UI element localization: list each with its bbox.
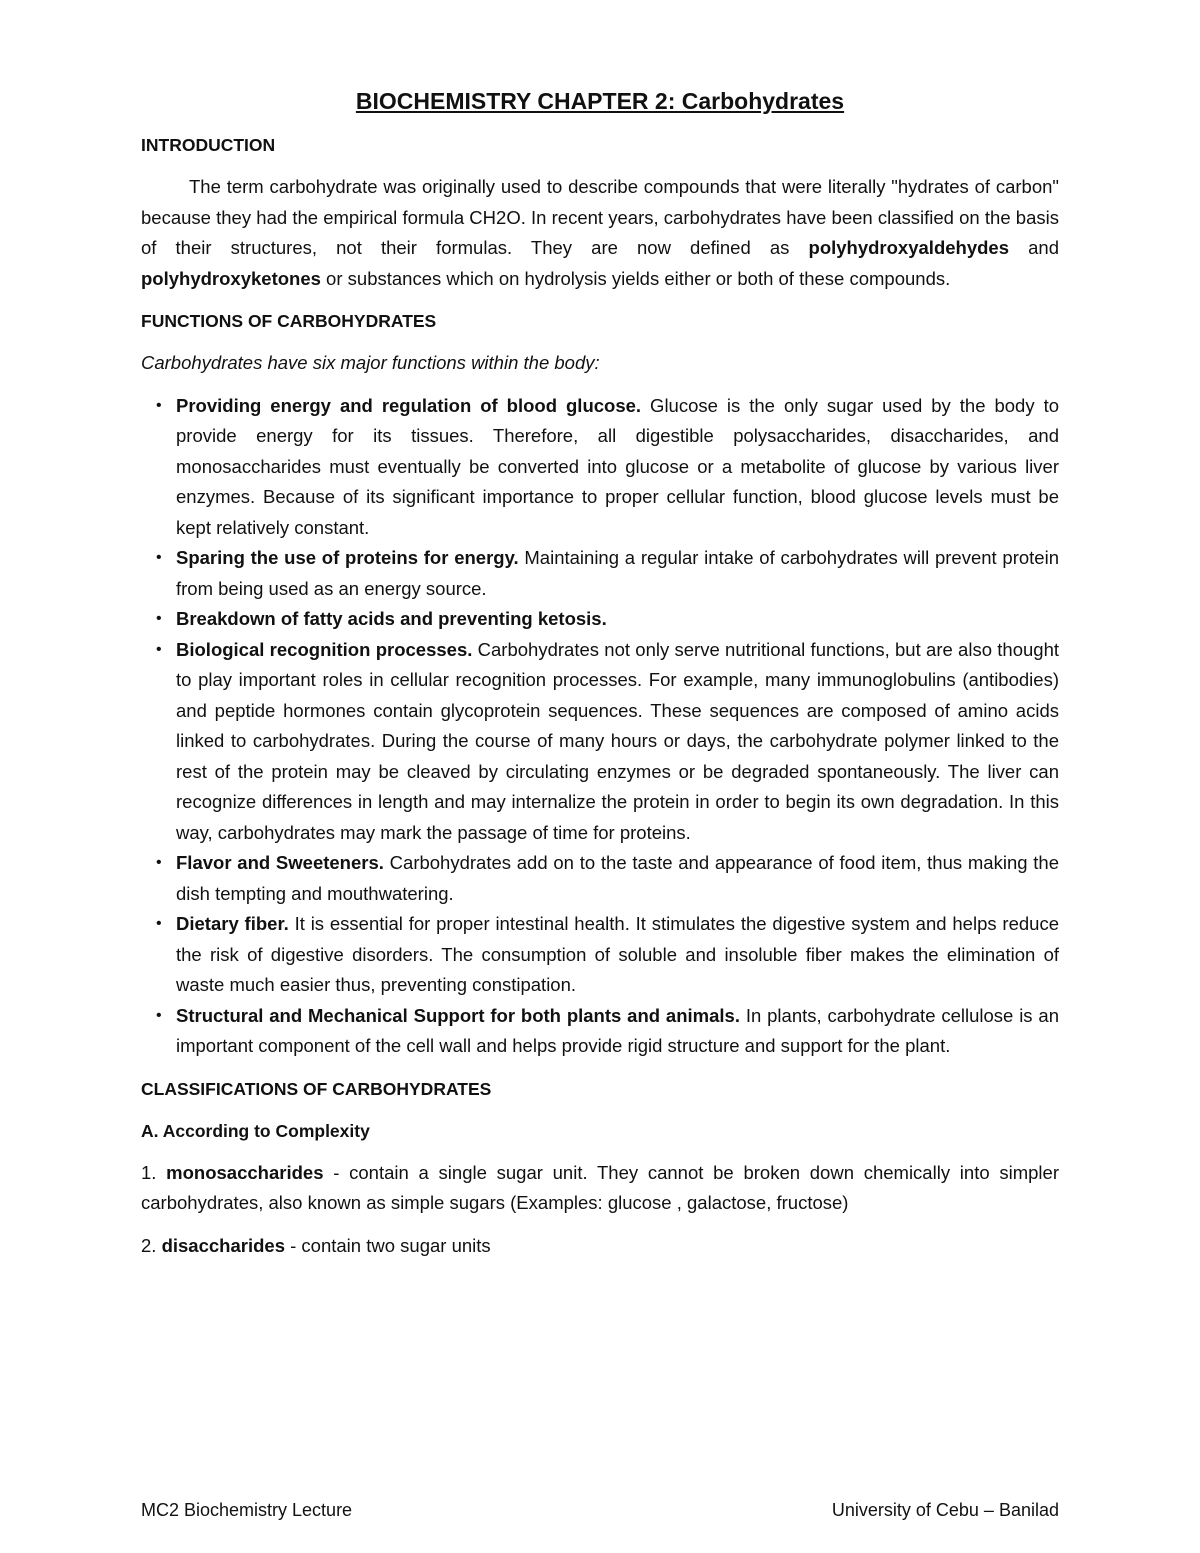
classifications-heading: CLASSIFICATIONS OF CARBOHYDRATES (141, 1078, 492, 1099)
function-text: Carbohydrates add on to the taste and appearance of food item, thus making the dish tempting and mouthwatering. (176, 852, 1059, 904)
function-title: Sparing the use of proteins for energy. (176, 547, 519, 568)
intro-text-3: or substances which on hydrolysis yields either or both of these compounds. (320, 267, 951, 289)
bullet-icon: • (156, 854, 162, 871)
list-item (141, 1001, 1059, 1062)
list-item (141, 635, 1059, 849)
bullet-icon: • (156, 915, 162, 932)
item-number: 1. (141, 1161, 167, 1183)
bullet-icon: • (156, 549, 162, 566)
intro-term-polyhydroxyketones: polyhydroxyketones (141, 267, 321, 289)
item-term: monosaccharides (166, 1161, 324, 1183)
footer-left-text: MC2 Biochemistry Lecture (141, 1500, 353, 1520)
function-title: Breakdown of fatty acids and preventing ketosis. (176, 608, 607, 629)
list-item (141, 391, 1059, 544)
list-item (141, 848, 1059, 909)
function-text: Glucose is the only sugar used by the body to provide energy for its tissues. Therefore, all digestible polysaccharides, disaccharides, and monosaccharides must eventually be converted into glucose or a metabolite of glucose by various liver enzymes. Because of its significant importance to proper cellular function, blood glucose levels must be kept relatively constant. (176, 394, 1059, 538)
page-footer (141, 1500, 1059, 1521)
classification-item-disaccharides (141, 1231, 1059, 1262)
bullet-icon: • (156, 640, 162, 658)
function-text: In plants, carbohydrate cellulose is an important component of the cell wall and helps provide rigid structure and support for the plant. (176, 1004, 1060, 1056)
intro-text-1: The term carbohydrate was originally used to describe compounds that were literally "hydrates of carbon" because they had the empirical formula CH2O. In recent years, carbohydrates have been classified on the basis of their structures, not their formulas. They are now defined as (141, 176, 1059, 258)
functions-heading: FUNCTIONS OF CARBOHYDRATES (141, 311, 437, 331)
function-title: Flavor and Sweeteners. (176, 852, 384, 873)
footer-right-text: University of Cebu – Banilad (831, 1500, 1059, 1520)
complexity-subheading: A. According to Complexity (141, 1120, 370, 1141)
bullet-icon: • (156, 610, 162, 627)
bullet-icon: • (156, 1006, 162, 1024)
function-title: Structural and Mechanical Support for both plants and animals. (176, 1004, 740, 1026)
list-item (141, 604, 1059, 635)
introduction-heading: INTRODUCTION (141, 135, 276, 155)
functions-list (141, 391, 1059, 1062)
classification-item-monosaccharides (141, 1158, 1059, 1219)
function-text: Carbohydrates not only serve nutritional functions, but are also thought to play important roles in cellular recognition processes. For example, many immunoglobulins (antibodies) and peptide hormones contain glycoprotein sequences. These sequences are composed of amino acids linked to carbohydrates. During the course of many hours or days, the carbohydrate polymer linked to the rest of the protein may be cleaved by circulating enzymes or be degraded spontaneously. The liver can recognize differences in length and may internalize the protein in order to begin its own degradation. In this way, carbohydrates may mark the passage of time for proteins. (176, 638, 1059, 843)
item-text: - contain two sugar units (284, 1234, 491, 1256)
item-text: - contain a single sugar unit. They cannot be broken down chemically into simpler carbohydrates, also known as simple sugars (Examples: glucose , galactose, fructose) (141, 1161, 1059, 1213)
introduction-paragraph (141, 172, 1059, 294)
function-title: Biological recognition processes. (176, 638, 473, 660)
function-title: Providing energy and regulation of blood glucose. (176, 394, 642, 416)
page-content (141, 84, 1059, 1273)
list-item (141, 543, 1059, 604)
function-title: Dietary fiber. (176, 913, 289, 934)
function-text: It is essential for proper intestinal health. It stimulates the digestive system and helps reduce the risk of digestive disorders. The consumption of soluble and insoluble fiber makes the elimination of waste much easier thus, preventing constipation. (176, 913, 1059, 995)
page-title: BIOCHEMISTRY CHAPTER 2: Carbohydrates (355, 88, 845, 114)
item-term: disaccharides (161, 1234, 285, 1256)
item-number: 2. (141, 1234, 162, 1256)
list-item (141, 909, 1059, 1001)
intro-term-polyhydroxyaldehydes: polyhydroxyaldehydes (808, 237, 1009, 258)
bullet-icon: • (156, 396, 162, 414)
intro-text-2: and (1009, 237, 1059, 258)
function-text: Maintaining a regular intake of carbohydrates will prevent protein from being used as an energy source. (176, 547, 1059, 599)
functions-lead: Carbohydrates have six major functions within the body: (141, 352, 600, 373)
